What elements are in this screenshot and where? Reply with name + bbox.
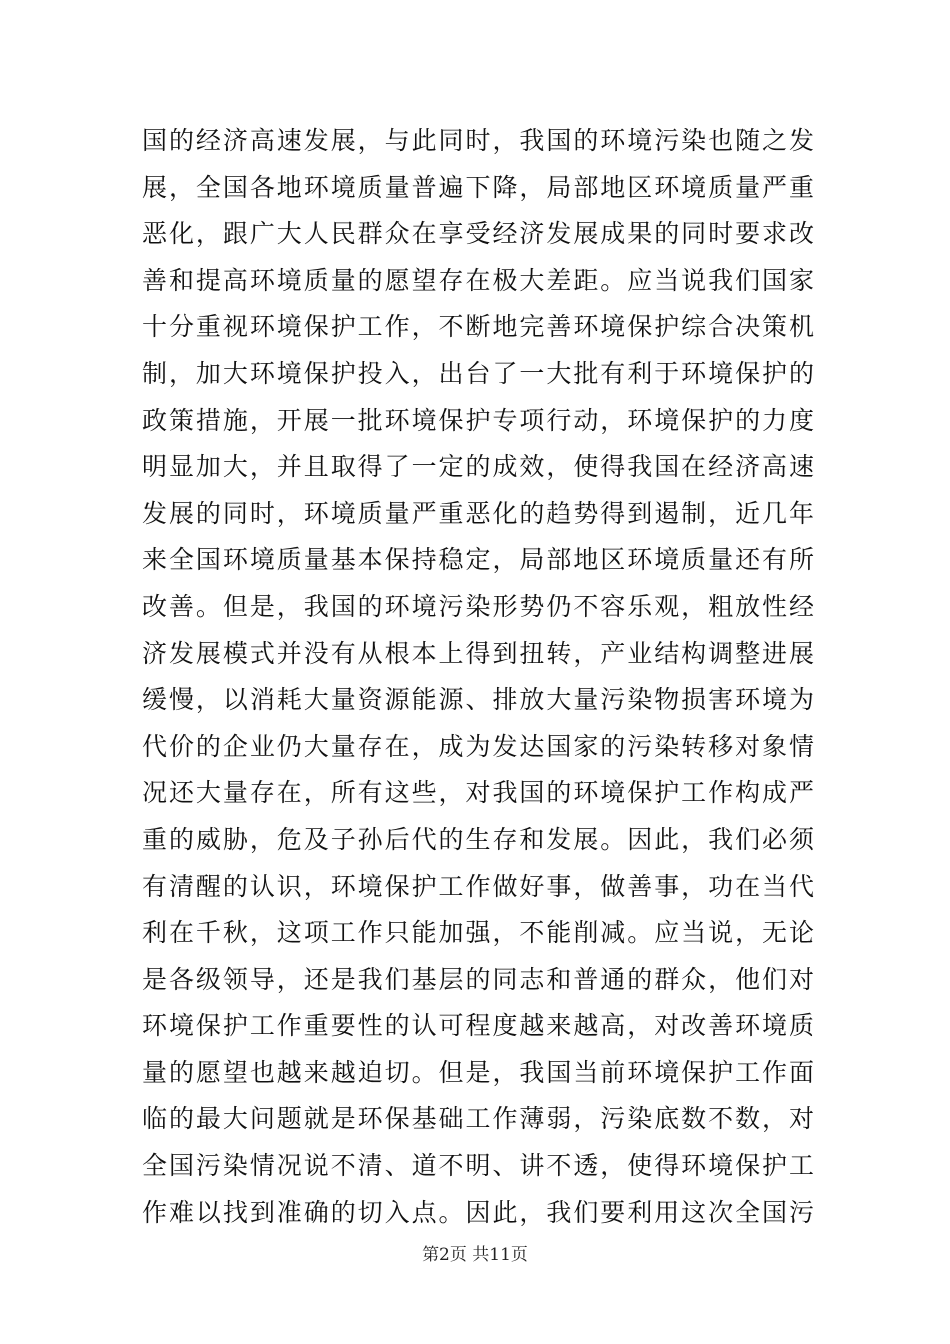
body-text xyxy=(142,118,814,1236)
text-line: 利在千秋，这项工作只能加强，不能削减。应当说，无论 xyxy=(142,918,814,948)
text-line: 国的经济高速发展，与此同时，我国的环境污染也随之发 xyxy=(142,126,814,155)
text-line: 环境保护工作重要性的认可程度越来越高，对改善环境质 xyxy=(142,1011,814,1041)
text-line: 恶化，跟广大人民群众在享受经济发展成果的同时要求改 xyxy=(142,219,814,249)
text-line: 济发展模式并没有从根本上得到扭转，产业结构调整进展 xyxy=(142,638,814,668)
text-line: 十分重视环境保护工作，不断地完善环境保护综合决策机 xyxy=(142,312,814,342)
text-line: 重的威胁，危及子孙后代的生存和发展。因此，我们必须 xyxy=(142,824,814,854)
text-line: 作难以找到准确的切入点。因此，我们要利用这次全国污 xyxy=(142,1197,814,1227)
text-line: 政策措施，开展一批环境保护专项行动，环境保护的力度 xyxy=(142,405,814,435)
text-line: 有清醒的认识，环境保护工作做好事，做善事，功在当代 xyxy=(142,871,814,901)
page-footer xyxy=(0,1243,950,1267)
text-line: 明显加大，并且取得了一定的成效，使得我国在经济高速 xyxy=(142,452,814,482)
text-line: 况还大量存在，所有这些，对我国的环境保护工作构成严 xyxy=(142,778,814,808)
text-line: 展，全国各地环境质量普遍下降，局部地区环境质量严重 xyxy=(142,172,814,202)
text-line: 量的愿望也越来越迫切。但是，我国当前环境保护工作面 xyxy=(142,1057,814,1087)
text-line: 善和提高环境质量的愿望存在极大差距。应当说我们国家 xyxy=(142,265,814,295)
text-line: 临的最大问题就是环保基础工作薄弱，污染底数不数，对 xyxy=(142,1104,814,1134)
text-line: 全国污染情况说不清、道不明、讲不透，使得环境保护工 xyxy=(142,1151,814,1181)
text-line: 缓慢，以消耗大量资源能源、排放大量污染物损害环境为 xyxy=(142,685,814,715)
text-line: 代价的企业仍大量存在，成为发达国家的污染转移对象情 xyxy=(142,731,814,761)
text-line: 发展的同时，环境质量严重恶化的趋势得到遏制，近几年 xyxy=(142,498,814,528)
text-line: 改善。但是，我国的环境污染形势仍不容乐观，粗放性经 xyxy=(142,591,814,621)
text-line: 来全国环境质量基本保持稳定，局部地区环境质量还有所 xyxy=(142,545,814,575)
text-line: 制，加大环境保护投入，出台了一大批有利于环境保护的 xyxy=(142,358,814,388)
page-number: 第2页 共11页 xyxy=(422,1245,528,1265)
text-line: 是各级领导，还是我们基层的同志和普通的群众，他们对 xyxy=(142,964,814,994)
